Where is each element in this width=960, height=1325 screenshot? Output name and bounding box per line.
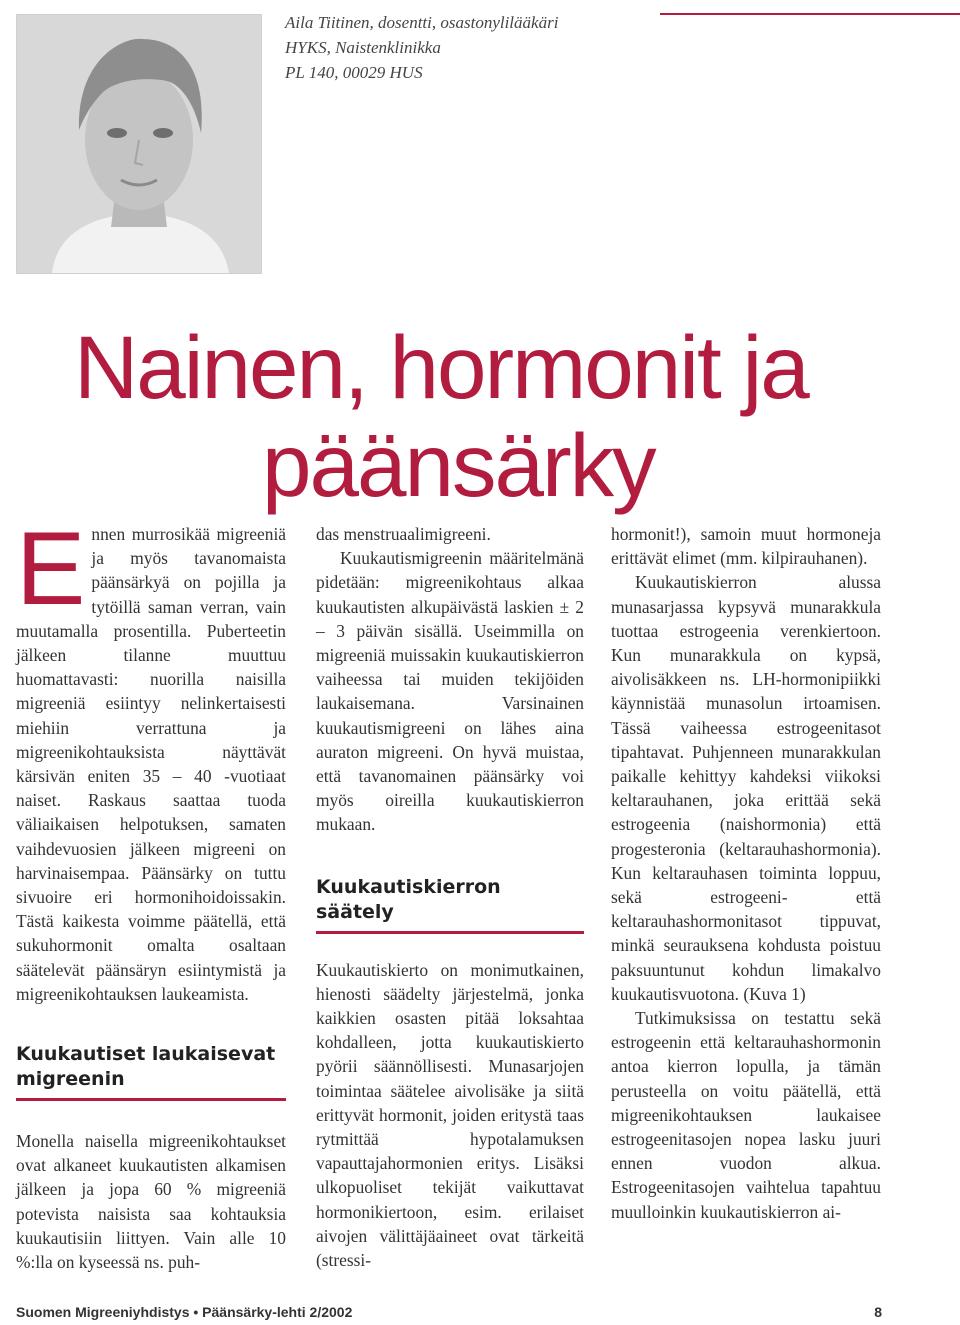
title-line-2: päänsärky <box>262 415 655 515</box>
drop-cap: E <box>16 511 86 627</box>
body-paragraph: Kuukautiskierron alussa munasarjassa kypsyvä munarakkula tuottaa estrogeenia verenkiertoon. Kun munarakkula on kypsä, aivolisäkkeen ns. LH-hormonipiikki käynnistää munasolun irtoamisen. Tässä vaiheessa estrogeenitasot tipahtavat. Puhjenneen munarakkulan paikalle kehittyy kahdeksi viikoksi keltarauhanen, joka erittää sekä estrogeenia (naishormonia) että progesteronia (keltarauhashormonia). Kun keltarauhasen toiminta loppuu, sekä estrogeeni- että keltarauhashormonitasot tippuvat, minkä seurauksena kohdusta poistuu paksuuntunut kohdun limakalvo kuukautisvuotona. (Kuva 1) <box>611 572 881 1004</box>
page-footer <box>16 1304 882 1320</box>
body-paragraph: Kuukautismigreenin määritelmänä pidetään: migreenikohtaus alkaa kuukautisten alkupäivästä laskien ± 2 – 3 päivän sisällä. Useimmilla on migreeniä muissakin kuukautiskierron vaiheessa tai muiden tekijöiden laukaisemana. Varsinainen kuukautismigreeni on lähes aina auraton migreeni. On hyvä muistaa, että tavanomainen päänsärky voi myös oireilla kuukautiskierron mukaan. <box>316 548 584 835</box>
body-paragraph: hormonit!), samoin muut hormoneja erittävät elimet (mm. kilpirauhanen). <box>611 524 881 569</box>
column-3 <box>611 522 881 1224</box>
body-paragraph: Monella naisella migreenikohtaukset ovat alkaneet kuukautisten alkamisen jälkeen ja jopa 60 % migreeniä potevista naisista saa kohtauksia kuukautisiin liittyen. Vain alle 10 %:lla on kyseessä ns. puh- <box>16 1131 286 1273</box>
section-heading-cycle: Kuukautiskierron säätely <box>316 875 584 934</box>
byline-name: Aila Tiitinen, dosentti, osastonylilääkäri <box>285 13 559 32</box>
top-rule <box>660 13 960 15</box>
body-paragraph: Kuukautiskierto on monimutkainen, hienosti säädelty järjestelmä, jonka kaikkien osasten pitää loksahtaa kohdalleen, jotta kuukautiskierto pyörii säännöllisesti. Munasarjojen toimintaa säätelee aivolisäke ja siitä erittyvät hormonit, joiden eritystä taas rytmittää hypotalamuksen vapauttajahormonien eritys. Lisäksi ulkopuoliset tekijät vaikuttavat hormonikiertoon, esim. erilaiset aivojen välittäjäaineet ovat tärkeitä (stressi- <box>316 959 584 1271</box>
article-title <box>70 318 950 514</box>
body-paragraph: das menstruaalimigreeni. <box>316 524 491 544</box>
footer-source: Suomen Migreeniyhdistys • Päänsärky-lehti 2/2002 <box>16 1304 353 1320</box>
portrait-image <box>17 15 261 273</box>
author-byline <box>285 10 558 85</box>
body-paragraph: Tutkimuksissa on testattu sekä estrogeenin että keltarauhashormonin antoa kierron lopulla, ja tämän perusteella on voitu päätellä, että migreenikohtauksen laukaisee estrogeenitasojen nopea lasku juuri ennen vuodon alkua. Estrogeenitasojen vaihtelua tapahtuu muulloinkin kuukautiskierron ai- <box>611 1008 881 1222</box>
column-2 <box>316 522 584 1272</box>
intro-paragraph: nnen murrosikää migreeniä ja myös tavanomaista päänsärkyä on pojilla ja tytöillä saman verran, vain muutamalla prosentilla. Puberteetin jälkeen tilanne muuttuu huomattavasti: nuorilla naisilla migreeniä esiintyy nelinkertaisesti miehiin verrattuna ja migreenikohtauksista näyttävät kärsivän eniten 35 – 40 -vuotiaat naiset. Raskaus saattaa tuoda väliaikaisen helpotuksen, samaten vaihdevuosien jälkeen migreeni on harvinaisempaa. Päänsärky on tuttu sivuoire eri hormonihoidoissakin. Tästä kaikesta voimme päätellä, että sukuhormonit omalta osaltaan säätelevät päänsäryn esiintymistä ja migreenikohtauksen laukeamista. <box>16 524 286 1004</box>
author-photo <box>16 14 262 274</box>
byline-address: PL 140, 00029 HUS <box>285 63 423 82</box>
section-heading-menstruation: Kuukautiset laukaisevat migreenin <box>16 1042 286 1101</box>
column-1 <box>16 511 286 1274</box>
title-line-1: Nainen, hormonit ja <box>74 317 808 417</box>
page-number: 8 <box>874 1304 882 1320</box>
byline-institution: HYKS, Naistenklinikka <box>285 38 441 57</box>
